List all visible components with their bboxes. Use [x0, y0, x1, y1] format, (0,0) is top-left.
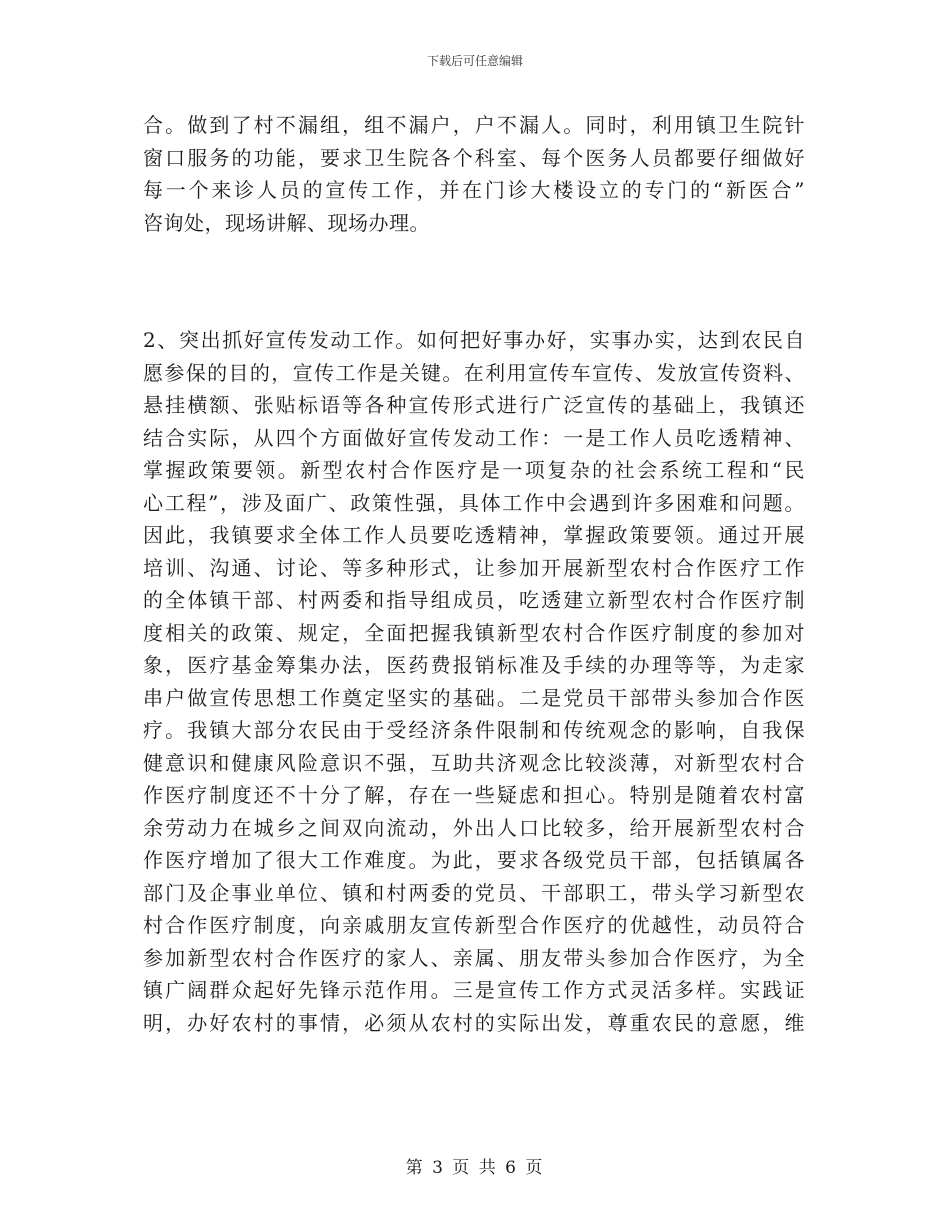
text-line: 象，医疗基金筹集办法，医药费报销标准及手续的办理等等，为走家: [143, 653, 805, 677]
text-line: 村合作医疗制度，向亲戚朋友宣传新型合作医疗的优越性，动员符合: [143, 913, 805, 937]
text-line: 窗口服务的功能，要求卫生院各个科室、每个医务人员都要仔细做好: [143, 145, 805, 170]
header-note: 下载后可任意编辑: [426, 54, 523, 68]
text-line: 悬挂横额、张贴标语等各种宣传形式进行广泛宣传的基础上，我镇还: [143, 393, 805, 417]
text-line: 每一个来诊人员的宣传工作，并在门诊大楼设立的专门的“新医合”: [143, 178, 805, 202]
text-line: 合。做到了村不漏组，组不漏户，户不漏人。同时，利用镇卫生院针: [143, 113, 805, 137]
text-line: 镇广阔群众起好先锋示范作用。三是宣传工作方式灵活多样。实践证: [143, 978, 805, 1002]
text-line: 明，办好农村的事情，必须从农村的实际出发，尊重农民的意愿，维: [143, 1010, 805, 1035]
text-line: 咨询处，现场讲解、现场办理。: [143, 210, 430, 235]
text-line: 串户做宣传思想工作奠定坚实的基础。二是党员干部带头参加合作医: [143, 685, 805, 710]
page-footer: 第 3 页 共 6 页: [405, 1158, 545, 1178]
text-line: 培训、沟通、讨论、等多种形式，让参加开展新型农村合作医疗工作: [143, 555, 805, 580]
paragraph-2: [143, 324, 805, 1039]
text-line: 的全体镇干部、村两委和指导组成员，吃透建立新型农村合作医疗制: [143, 588, 805, 612]
text-line: 因此，我镇要求全体工作人员要吃透精神，掌握政策要领。通过开展: [143, 523, 805, 547]
text-line: 作医疗增加了很大工作难度。为此，要求各级党员干部，包括镇属各: [143, 848, 805, 872]
text-line: 余劳动力在城乡之间双向流动，外出人口比较多，给开展新型农村合: [143, 815, 805, 840]
text-line: 心工程”，涉及面广、政策性强，具体工作中会遇到许多困难和问题。: [143, 490, 805, 515]
text-line: 2、突出抓好宣传发动工作。如何把好事办好，实事办实，达到农民自: [143, 328, 805, 352]
text-line: 作医疗制度还不十分了解，存在一些疑虑和担心。特别是随着农村富: [143, 783, 805, 807]
text-line: 部门及企事业单位、镇和村两委的党员、干部职工，带头学习新型农: [143, 880, 805, 905]
text-line: 参加新型农村合作医疗的家人、亲属、朋友带头参加合作医疗，为全: [143, 945, 805, 970]
text-line: 度相关的政策、规定，全面把握我镇新型农村合作医疗制度的参加对: [143, 620, 805, 645]
text-line: 疗。我镇大部分农民由于受经济条件限制和传统观念的影响，自我保: [143, 718, 805, 742]
text-line: 结合实际，从四个方面做好宣传发动工作：一是工作人员吃透精神、: [143, 425, 805, 450]
text-line: 愿参保的目的，宣传工作是关键。在利用宣传车宣传、发放宣传资料、: [143, 360, 805, 385]
text-line: 掌握政策要领。新型农村合作医疗是一项复杂的社会系统工程和“民: [143, 458, 805, 482]
text-line: 健意识和健康风险意识不强，互助共济观念比较淡薄，对新型农村合: [143, 750, 805, 775]
paragraph-1: [143, 109, 805, 239]
